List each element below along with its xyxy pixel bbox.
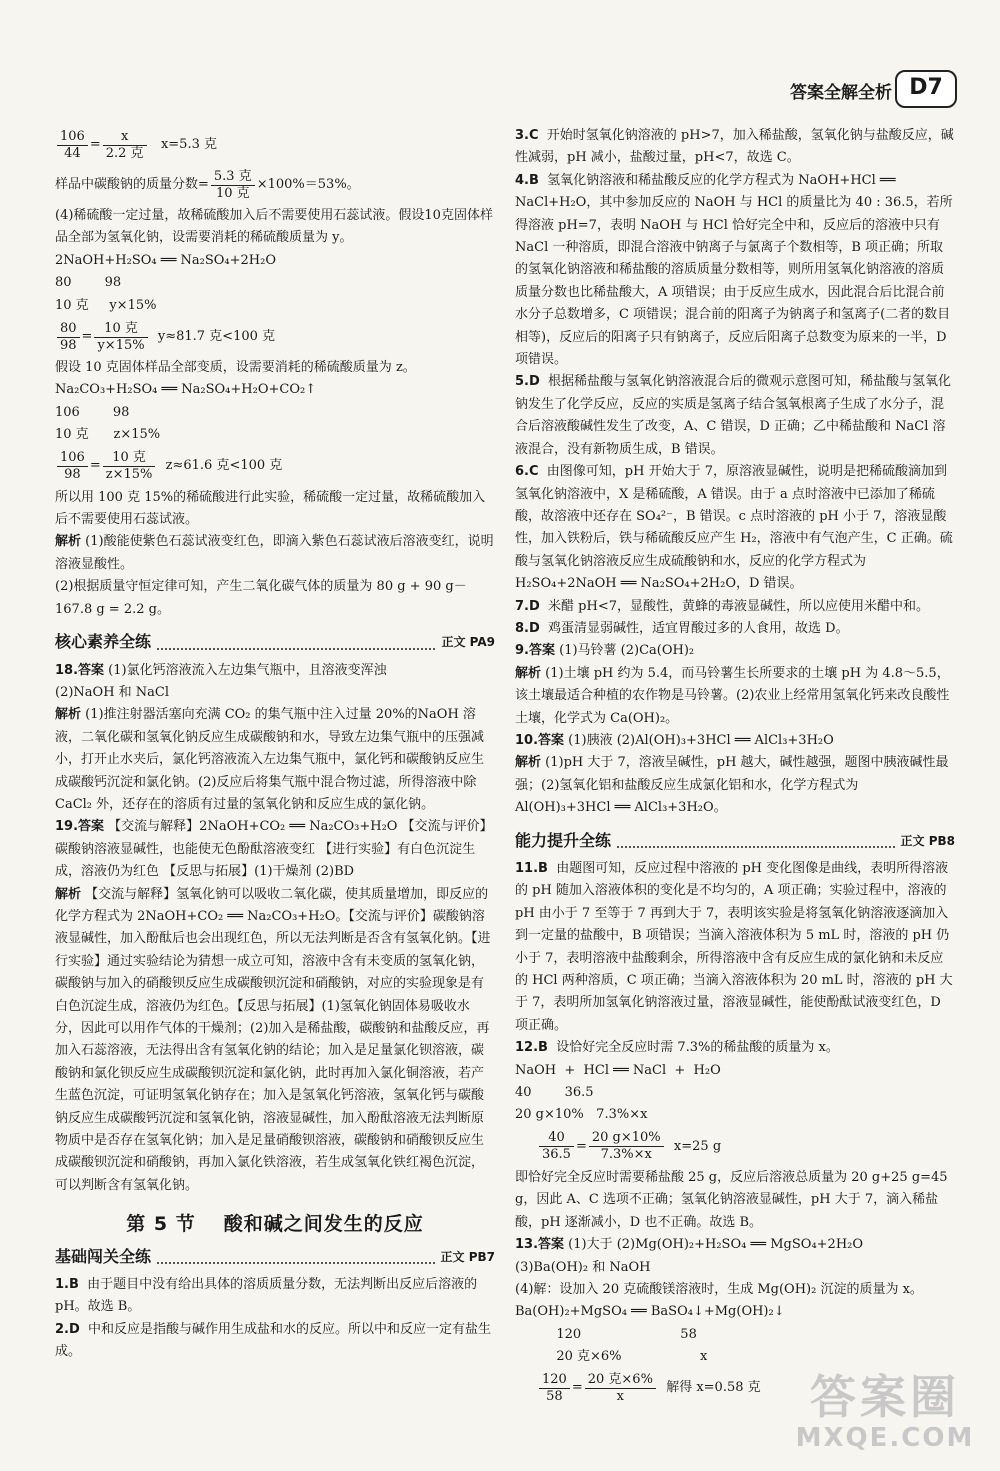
denominator: x	[616, 1389, 624, 1405]
answer-item	[515, 371, 955, 461]
section-ref: 正文 PB8	[900, 833, 955, 848]
denominator: 44	[64, 145, 81, 161]
question-number: 6.C	[515, 464, 539, 480]
dotted-leader	[617, 846, 895, 848]
answer-item	[55, 816, 495, 883]
question-number: 1.B	[55, 1277, 79, 1293]
fraction-line: $\frac{40}{36.5}$ = $\frac{20 g\times 10\%}{7.3\%\times x}$ x=25 g	[515, 1127, 955, 1167]
watermark	[790, 1371, 980, 1461]
text: (1)土壤 pH 约为 5.4，而马铃薯生长所要求的土壤 pH 为 4.8～5.5，该土壤最适合种植的农作物是马铃薯。(2)农业上经常用氢氧化钙来改良酸性土壤，化学式为 Ca(OH)₂。	[515, 665, 950, 726]
equation: 10 克 y×15%	[55, 297, 157, 313]
chapter-heading	[55, 1213, 495, 1235]
answer-item	[55, 1319, 495, 1364]
paragraph: 假设 10 克固体样品全部变质，设需要消耗的稀硫酸质量为 z。	[55, 360, 416, 376]
answer-item	[515, 730, 955, 752]
question-number: 8.D	[515, 620, 540, 636]
answer-item	[515, 618, 955, 640]
numerator: x	[103, 129, 147, 146]
equation: 20 克×6% x	[515, 1349, 708, 1365]
paragraph: (4)解：设加入 20 克硫酸镁溶液时，生成 Mg(OH)₂ 沉淀的质量为 x。	[515, 1281, 923, 1297]
equation: NaOH + HCl ══ NaCl + H₂O	[515, 1062, 721, 1078]
result: x=25 g	[673, 1138, 722, 1154]
fraction-line: $\frac{80}{98}$ = $\frac{\text{10 克}}{y\times 15\%}$ y≈81.7 克<100 克	[55, 317, 495, 357]
numerator: 20 g×10%	[589, 1130, 664, 1147]
denominator: 7.3%×x	[600, 1147, 652, 1163]
dotted-leader	[157, 1262, 435, 1264]
text: (1)胰液 (2)Al(OH)₃+3HCl ══ AlCl₃+3H₂O	[568, 732, 834, 748]
paragraph: (2)根据质量守恒定律可知，产生二氧化碳气体的质量为 80 g + 90 g－167.8 g = 2.2 g。	[55, 579, 467, 617]
denominator: y×15%	[97, 337, 145, 353]
result: y≈81.7 克<100 克	[157, 328, 276, 344]
text: (1)马铃薯 (2)Ca(OH)₂	[559, 643, 695, 659]
jiexi-label: 解析	[55, 886, 82, 902]
fraction	[539, 1130, 574, 1163]
answer-item	[515, 170, 955, 372]
text: 【交流与解释】2NaOH+CO₂ ══ Na₂CO₃+H₂O 【交流与评价】碳酸钠溶液显碱性，也能使无色酚酞溶液变红 【进行实验】有白色沉淀生成，溶液仍为红色 【反思与拓展】(1)干燥剂 (2)BD	[55, 819, 493, 880]
text: (1)氯化钙溶液流入左边集气瓶中，且溶液变浑浊	[108, 662, 387, 678]
watermark-line1: 答案圈	[810, 1370, 960, 1424]
numerator: 10 克	[94, 321, 147, 338]
numerator: 20 克×6%	[585, 1372, 656, 1389]
dotted-leader	[157, 648, 435, 650]
question-number: 13.答案	[515, 1237, 565, 1253]
text: (1)推注射器活塞向充满 CO₂ 的集气瓶中注入过量 20%的NaOH 溶液，二氧化碳和氢氧化钠反应生成碳酸钠和水，导致左边集气瓶中的压强减小，打开止水夹后，氯化钙溶液流入左边集气瓶中，氯化钙和碳酸钠反应生成碳酸钙沉淀和氯化钠。(2)反应后将集气瓶中混合物过滤，所得溶液中除 CaCl₂ 外，还存在的溶质有过量的氢氧化钠和反应生成的氯化钠。	[55, 707, 485, 812]
section-header	[55, 1246, 495, 1268]
question-number: 9.答案	[515, 643, 555, 659]
fraction-line: $\frac{106}{44}$ = $\frac{x}{\text{2.2 克}}$ x=5.3 克	[55, 125, 495, 165]
paragraph	[55, 531, 495, 576]
answer-item	[515, 461, 955, 595]
fraction-line: $\frac{106}{98}$ = $\frac{\text{10 克}}{z\times 15\%}$ z≈61.6 克<100 克	[55, 447, 495, 487]
jiexi-label: 解析	[515, 755, 542, 771]
numerator: 120	[539, 1372, 570, 1389]
answer-item	[515, 125, 955, 170]
chapter-number: 第 5 节	[126, 1213, 196, 1236]
fraction-line	[55, 165, 495, 205]
equation: 80 98	[55, 275, 122, 291]
result: x=5.3 克	[160, 136, 217, 152]
text: (1)酸能使紫色石蕊试液变红色，即滴入紫色石蕊试液后溶液变红，说明溶液显酸性。	[55, 534, 494, 572]
denominator: 98	[64, 467, 81, 483]
fraction	[57, 450, 88, 483]
chapter-title: 酸和碱之间发生的反应	[223, 1213, 424, 1236]
paragraph	[515, 752, 955, 819]
equation: 40 36.5	[515, 1085, 594, 1101]
fraction	[103, 129, 147, 162]
numerator: 106	[57, 450, 88, 467]
text: 鸡蛋清显弱碱性，适宜胃酸过多的人食用，故选 D。	[548, 620, 849, 636]
equation: 120 58	[515, 1326, 697, 1342]
numerator: 5.3 克	[211, 169, 255, 186]
text: 开始时氢氧化钠溶液的 pH>7，加入稀盐酸，氢氧化钠与盐酸反应，碱性减弱，pH 减小，盐酸过量，pH<7，故选 C。	[515, 128, 954, 166]
answer-item	[515, 1037, 955, 1059]
equation: 10 克 z×15%	[55, 427, 161, 443]
text: 米醋 pH<7，显酸性，黄蜂的毒液显碱性，所以应使用米醋中和。	[548, 598, 930, 614]
question-number: 11.B	[515, 861, 548, 876]
paragraph: 即恰好完全反应时需要稀盐酸 25 g，反应后溶液总质量为 20 g+25 g=45 g，因此 A、C 选项不正确；氢氧化钠溶液显碱性，pH 大于 7，滴入稀盐酸，pH 逐渐减小，D 也不正确。故选 B。	[515, 1169, 948, 1230]
section-header	[515, 830, 955, 852]
fraction	[585, 1372, 656, 1405]
numerator: 106	[57, 129, 88, 146]
equation: 2NaOH+H₂SO₄ ══ Na₂SO₄+2H₂O	[55, 252, 277, 268]
text: (1)大于 (2)Mg(OH)₂+H₂SO₄ ══ MgSO₄+2H₂O	[568, 1237, 864, 1253]
result: 解得 x=0.58 克	[666, 1380, 761, 1396]
paragraph: (3)Ba(OH)₂ 和 NaOH	[515, 1259, 651, 1275]
answer-item	[515, 596, 955, 618]
left-column	[55, 125, 495, 1364]
fraction	[211, 169, 255, 202]
paragraph: (4)稀硫酸一定过量，故稀硫酸加入后不需要使用石蕊试液。假设10克固体样品全部为氢氧化钠，设需要消耗的稀硫酸质量为 y。	[55, 208, 493, 246]
question-number: 18.答案	[55, 662, 105, 678]
fraction	[103, 450, 156, 483]
text: 由图像可知，pH 开始大于 7，原溶液显碱性，说明是把稀硫酸滴加到氢氧化钠溶液中，X 是稀硫酸，A 错误。由于 a 点时溶液中已添加了稀硫酸，故溶液中还存在 SO₄²⁻，B 错误。c 点时溶液的 pH 小于 7，溶液显酸性，加入铁粉后，铁与稀硫酸反应产生 H₂，溶液中有气泡产生，C 正确。硫酸与氢氧化钠溶液反应生成硫酸钠和水，反应的化学方程式为 H₂SO₄+2NaOH ══ Na₂SO₄+2H₂O，D 错误。	[515, 464, 953, 592]
paragraph: (2)NaOH 和 NaCl	[55, 684, 170, 700]
text: 中和反应是指酸与碱作用生成盐和水的反应。所以中和反应一定有盐生成。	[55, 1321, 492, 1360]
text: (1)pH 大于 7，溶液呈碱性，pH 越大，碱性越强，题图中胰液碱性最强；(2)氢氧化铝和盐酸反应生成氯化铝和水，化学方程式为 Al(OH)₃+3HCl ══ AlCl₃+3H₂O。	[515, 755, 949, 816]
denominator: 10 克	[215, 185, 250, 201]
header-title: 答案全解全析	[790, 83, 892, 103]
equation: 106 98	[55, 404, 130, 420]
question-number: 19.答案	[55, 819, 105, 835]
fraction	[57, 129, 88, 162]
jiexi-label: 解析	[515, 665, 542, 681]
equation: Na₂CO₃+H₂SO₄ ══ Na₂SO₄+H₂O+CO₂↑	[55, 382, 317, 398]
section-header	[55, 631, 495, 653]
jiexi-label: 解析	[55, 534, 82, 550]
text: 根据稀盐酸与氢氧化钠溶液混合后的微观示意图可知，稀盐酸与氢氧化钠发生了化学反应，反应的实质是氢离子结合氢氧根离子生成了水分子，混合后溶液酸碱性发生了改变，A、C 错误，D 正确；乙中稀盐酸和 NaCl 溶液混合，没有新物质生成，B 错误。	[515, 374, 952, 457]
watermark-line2: MXQE.COM	[795, 1423, 975, 1453]
answer-item	[55, 660, 495, 682]
section-title: 核心素养全练	[55, 632, 152, 652]
text: ×100%＝53%。	[256, 176, 360, 192]
page-badge: D7	[895, 70, 957, 108]
question-number: 5.D	[515, 374, 540, 390]
denominator: 2.2 克	[105, 145, 144, 161]
denominator: z×15%	[105, 467, 153, 483]
numerator: 10 克	[103, 450, 156, 467]
question-number: 4.B	[515, 172, 539, 188]
paragraph	[55, 884, 495, 1198]
equation: Ba(OH)₂+MgSO₄ ══ BaSO₄↓+Mg(OH)₂↓	[515, 1304, 785, 1320]
section-title: 能力提升全练	[515, 830, 612, 850]
fraction	[539, 1372, 570, 1405]
answer-item	[55, 1274, 495, 1319]
fraction-line: $\frac{120}{58}$ = $\frac{\text{20 克×6\%}}{x}$ 解得 x=0.58 克	[515, 1369, 955, 1409]
question-number: 3.C	[515, 128, 539, 143]
text: 由题图可知，反应过程中溶液的 pH 变化图像是曲线，表明所得溶液的 pH 随加入溶液体积的变化是不均匀的，A 项正确；实验过程中，溶液的 pH 由小于 7 至等于 7 再到大于 7，表明该实验是将氢氧化钠溶液逐滴加入到一定量的盐酸中，B 项错误；当滴入溶液体积为 5 mL 时，溶液的 pH 仍小于 7，表明溶液中盐酸剩余，所得溶液中含有反应生成的氯化钠和未反应的 HCl 两种溶质，C 项正确；当滴入溶液体积为 20 mL 时，溶液的 pH 大于 7，表明所加氢氧化钠溶液过量，溶液显碱性，能使酚酞试液变红色，D 项正确。	[515, 861, 953, 1033]
equation: 20 g×10% 7.3%×x	[515, 1107, 648, 1123]
paragraph: 所以用 100 克 15%的稀硫酸进行此实验，稀硫酸一定过量，故稀硫酸加入后不需要使用石蕊试液。	[55, 489, 486, 528]
text: 设恰好完全反应时需 7.3%的稀盐酸的质量为 x。	[556, 1040, 839, 1056]
text: 【交流与解释】氢氧化钠可以吸收二氧化碳，使其质量增加，即反应的化学方程式为 2NaOH+CO₂ ══ Na₂CO₃+H₂O。【交流与评价】碳酸钠溶液显碱性，加入酚酞后也会出现红色，所以无法判断是否含有氢氧化钠。【进行实验】通过实验结论为猜想一成立可知，溶液中含有未变质的氢氧化钠，碳酸钠与加入的硝酸钡反应生成碳酸钡沉淀和硝酸钠，对应的实验现象是有白色沉淀生成，溶液仍为红色。【反思与拓展】(1)氢氧化钠固体易吸收水分，因此可以用作气体的干燥剂；(2)加入是稀盐酸，碳酸钠和盐酸反应，再加入石蕊溶液，无法得出含有氢氧化钠的结论；加入是足量氯化钡溶液，碳酸钠和氯化钡反应生成碳酸钡沉淀和氯化钠，此时再加入氯化铜溶液，若产生蓝色沉淀，可证明氢氧化钠存在；加入是氢氧化钙溶液，氢氧化钙与碳酸钠反应生成碳酸钙沉淀和氢氧化钠，溶液显碱性，加入酚酞溶液无法判断原物质中是否存在氢氧化钠；加入是足量硝酸钡溶液，碳酸钠和硝酸钡反应生成碳酸钡沉淀和硝酸钠，再加入氯化铁溶液，若生成氢氧化铁红褐色沉淀，可以判断含有氢氧化钠。	[55, 886, 491, 1193]
answer-item	[515, 1234, 955, 1256]
denominator: 98	[60, 337, 77, 353]
section-ref: 正文 PB7	[440, 1249, 495, 1264]
question-number: 12.B	[515, 1040, 548, 1056]
answer-item	[515, 640, 955, 662]
fraction	[57, 321, 80, 354]
section-ref: 正文 PA9	[441, 635, 495, 650]
answer-item	[515, 858, 955, 1037]
question-number: 10.答案	[515, 732, 565, 748]
text: 氢氧化钠溶液和稀盐酸反应的化学方程式为 NaOH+HCl ══ NaCl+H₂O，其中参加反应的 NaOH 与 HCl 的质量比为 40 : 36.5，若所得溶液 pH=7，表明 NaOH 与 HCl 恰好完全中和，反应后的溶液中只有 NaCl 一种溶质，即混合溶液中钠离子与氯离子个数相等，B 项正确；所取的氢氧化钠溶液和稀盐酸的溶质质量分数相等，则所用氢氧化钠溶液的溶质质量分数也比稀盐酸大，A 项错误；由于反应生成水，因此混合后比混合前水分子总数增多，C 项错误；混合前的阳离子为钠离子和氢离子(二者的数目相等)，反应后的阳离子只有钠离子，反应后阳离子总数变为原来的一半，D 项错误。	[515, 172, 953, 368]
question-number: 7.D	[515, 598, 540, 614]
question-number: 2.D	[55, 1321, 80, 1337]
denominator: 36.5	[542, 1147, 571, 1163]
fraction	[589, 1130, 664, 1163]
paragraph	[515, 663, 955, 730]
text: 由于题目中没有给出具体的溶质质量分数，无法判断出反应后溶液的 pH。故选 B。	[55, 1277, 478, 1315]
text: 样品中碳酸钠的质量分数=	[55, 176, 209, 192]
section-title: 基础闯关全练	[55, 1246, 152, 1266]
fraction	[94, 321, 147, 354]
numerator: 80	[57, 321, 80, 338]
jiexi-label: 解析	[55, 707, 82, 723]
numerator: 40	[539, 1130, 574, 1147]
denominator: 58	[546, 1389, 563, 1405]
result: z≈61.6 克<100 克	[165, 458, 283, 474]
paragraph	[55, 704, 495, 816]
right-column	[515, 125, 955, 1409]
